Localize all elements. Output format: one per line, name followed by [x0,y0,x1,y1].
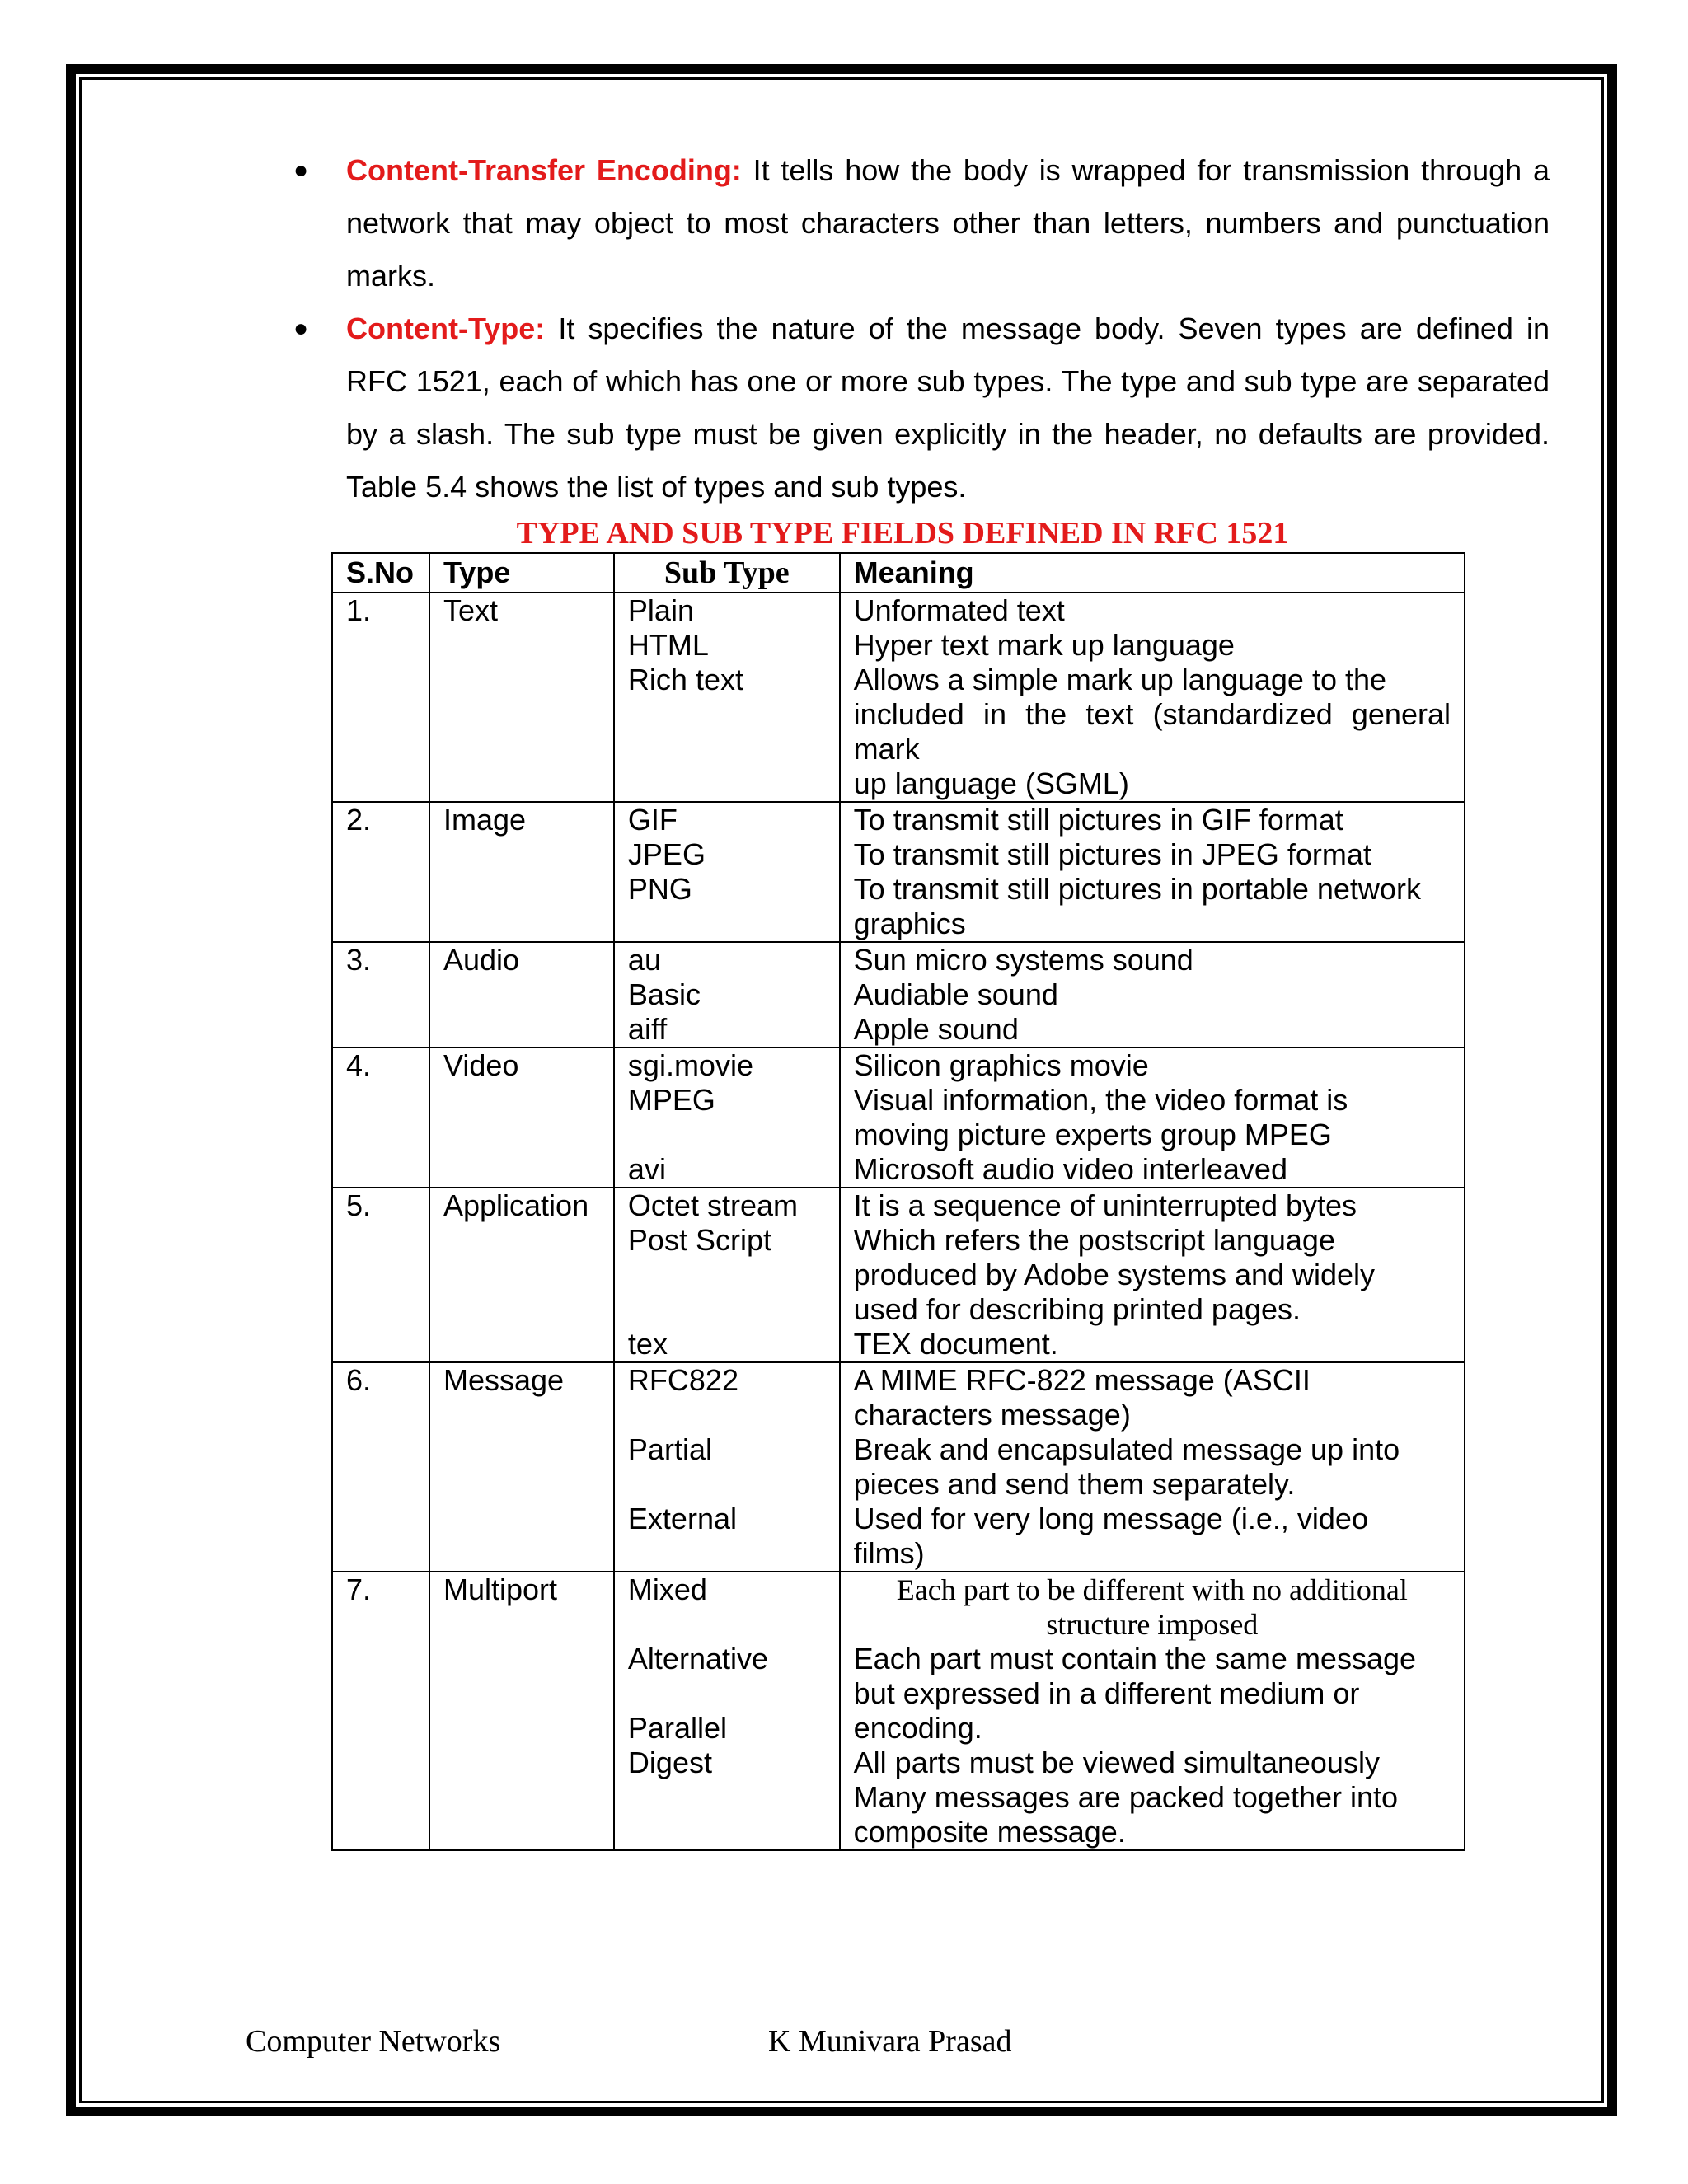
meaning-line: Used for very long message (i.e., video [853,1502,1368,1535]
bullet-content-type [288,302,1550,513]
subtype-line: tex [627,1327,668,1361]
meaning-line: TEX document. [853,1327,1058,1361]
cell-meaning [840,1362,1465,1572]
meaning-line: films) [853,1536,925,1570]
subtype-line [628,1398,826,1432]
subtype-line [628,1815,826,1849]
subtype-line: PNG [627,872,692,906]
rfc-types-table [331,552,1465,1851]
cell-meaning [840,1047,1465,1188]
cell-sno: 7. [332,1572,429,1850]
bullet-dot-icon: ● [293,157,309,184]
meaning-line: up language (SGML) [853,766,1129,800]
cell-type: Multiport [429,1572,614,1850]
meaning-line: characters message) [853,1398,1131,1432]
meaning-line: but expressed in a different medium or [853,1676,1360,1710]
subtype-line: Octet stream [627,1188,798,1222]
meaning-line: Hyper text mark up language [853,628,1235,662]
subtype-line: au [627,943,661,977]
cell-meaning [840,1572,1465,1850]
meaning-line: To transmit still pictures in portable network [853,872,1421,906]
bullet-content-transfer-encoding [288,144,1550,302]
cell-subtypes [614,942,840,1047]
table-row [332,1572,1465,1850]
subtype-line: Rich text [627,663,743,696]
cell-subtypes [614,1188,840,1362]
table-title: TYPE AND SUB TYPE FIELDS DEFINED IN RFC 1521 [516,516,1289,551]
subtype-line: JPEG [627,837,706,871]
meaning-line: encoding. [853,1711,982,1745]
bullet-list [288,144,1550,513]
meaning-line: used for describing printed pages. [853,1292,1301,1326]
cell-sno: 3. [332,942,429,1047]
subtype-line: Post Script [627,1223,771,1257]
header-meaning: Meaning [840,553,1465,593]
subtype-line [628,1292,826,1327]
subtype-line [628,732,826,766]
cell-meaning [840,593,1465,802]
cell-subtypes [614,593,840,802]
meaning-line: produced by Adobe systems and widely [853,1258,1376,1291]
meaning-line: To transmit still pictures in GIF format [853,803,1343,837]
meaning-line: Audiable sound [853,977,1058,1011]
cell-subtypes [614,1047,840,1188]
cell-meaning [840,1188,1465,1362]
subtype-line [628,907,826,941]
meaning-line: Many messages are packed together into [853,1780,1399,1814]
meaning-line: moving picture experts group MPEG [853,1118,1332,1151]
meaning-line: A MIME RFC-822 message (ASCII [853,1363,1311,1397]
bullet-term: Content-Transfer Encoding: [346,153,742,187]
meaning-line: Visual information, the video format is [853,1083,1348,1117]
subtype-line [628,697,826,732]
subtype-line: avi [627,1152,666,1186]
table-row [332,1188,1465,1362]
meaning-line: To transmit still pictures in JPEG format [853,837,1372,871]
cell-subtypes [614,1362,840,1572]
meaning-line: Microsoft audio video interleaved [853,1152,1287,1186]
cell-type: Video [429,1047,614,1188]
meaning-line: Each part must contain the same message [853,1642,1417,1675]
subtype-line: GIF [627,803,678,837]
subtype-line: HTML [627,628,709,662]
meaning-line: Allows a simple mark up language to the [853,663,1387,696]
footer-course: Computer Networks [246,2024,501,2059]
subtype-line: Digest [627,1746,712,1779]
meaning-line: structure imposed [1046,1608,1259,1641]
table-body [332,593,1465,1850]
cell-subtypes [614,1572,840,1850]
meaning-line: included in the text (standardized general mark [853,697,1451,766]
subtype-line: Plain [627,593,694,627]
cell-sno: 2. [332,802,429,942]
header-type: Type [429,553,614,593]
meaning-line: Silicon graphics movie [853,1048,1149,1082]
footer-author: K Munivara Prasad [768,2024,1012,2059]
bullet-term: Content-Type: [346,312,546,345]
cell-sno: 1. [332,593,429,802]
subtype-line: MPEG [627,1083,715,1117]
meaning-line: composite message. [853,1815,1126,1849]
cell-sno: 6. [332,1362,429,1572]
meaning-line: Sun micro systems sound [853,943,1193,977]
subtype-line: Partial [627,1432,712,1466]
cell-type: Application [429,1188,614,1362]
meaning-line: Break and encapsulated message up into [853,1432,1400,1466]
subtype-line: Mixed [627,1572,707,1606]
meaning-line: Apple sound [853,1012,1019,1046]
table-header-row [332,553,1465,593]
bullet-text: It specifies the nature of the message body. Seven types are defined in RFC 1521, each of which has one or more sub types. The type and sub type are separated by a slash. The sub type must be given explicitly in the header, no defaults are provided. Table 5.4 shows the list of types and sub types. [346,312,1550,504]
subtype-line: RFC822 [627,1363,738,1397]
subtype-line [628,1467,826,1502]
meaning-line: It is a sequence of uninterrupted bytes [853,1188,1357,1222]
table-row [332,942,1465,1047]
subtype-line [628,1536,826,1571]
cell-type: Image [429,802,614,942]
subtype-line: sgi.movie [627,1048,753,1082]
subtype-line [628,1118,826,1152]
bullet-dot-icon: ● [293,315,309,342]
cell-type: Audio [429,942,614,1047]
cell-sno: 4. [332,1047,429,1188]
meaning-line: graphics [853,907,966,940]
meaning-line: Unformated text [853,593,1065,627]
cell-type: Text [429,593,614,802]
cell-subtypes [614,802,840,942]
subtype-line: Basic [627,977,701,1011]
header-subtype: Sub Type [614,553,840,593]
cell-type: Message [429,1362,614,1572]
subtype-line [628,1607,826,1642]
meaning-line: pieces and send them separately. [853,1467,1296,1501]
subtype-line: Parallel [627,1711,727,1745]
subtype-line [628,1780,826,1815]
meaning-line: Each part to be different with no additional [896,1573,1408,1606]
bullet-text: It tells how the body is wrapped for transmission through a network that may object to most characters other than letters, numbers and punctuation marks. [346,153,1550,293]
table-row [332,1362,1465,1572]
table-row [332,1047,1465,1188]
meaning-line: All parts must be viewed simultaneously [853,1746,1380,1779]
table-row [332,802,1465,942]
subtype-line: External [627,1502,737,1535]
subtype-line: Alternative [627,1642,769,1675]
cell-sno: 5. [332,1188,429,1362]
cell-meaning [840,942,1465,1047]
subtype-line [628,1258,826,1292]
header-sno: S.No [332,553,429,593]
cell-meaning [840,802,1465,942]
subtype-line [628,1676,826,1711]
table-row [332,593,1465,802]
meaning-line: Which refers the postscript language [853,1223,1335,1257]
subtype-line: aiff [627,1012,668,1046]
